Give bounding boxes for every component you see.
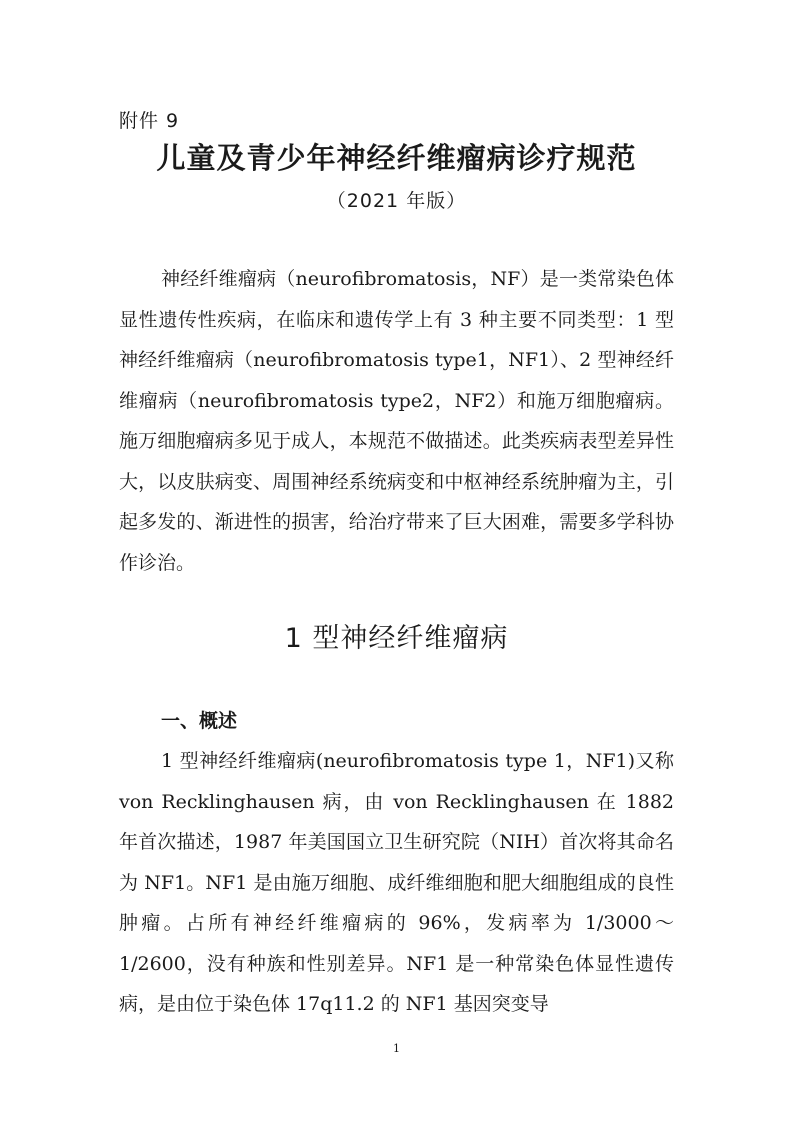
document-edition: （2021 年版） xyxy=(326,190,467,212)
overview-subheading: 一、概述 xyxy=(161,710,238,732)
section-title: 1 型神经纤维瘤病 xyxy=(284,623,509,654)
attachment-label: 附件 9 xyxy=(119,110,180,132)
page-number: 1 xyxy=(393,1042,400,1055)
intro-paragraph: 神经纤维瘤病（neurofibromatosis，NF）是一类常染色体显性遗传性疾病，在临床和遗传学上有 3 种主要不同类型：1 型神经纤维瘤病（neurofibromatosis type1，NF1）、2 型神经纤维瘤病（neurofibromatosis type2，NF2）和施万细胞瘤病。施万细胞瘤病多见于成人，本规范不做描述。此类疾病表型差异性大，以皮肤病变、周围神经系统病变和中枢神经系统肿瘤为主，引起多发的、渐进性的损害，给治疗带来了巨大困难，需要多学科协作诊治。 xyxy=(119,268,674,574)
overview-paragraph: 1 型神经纤维瘤病(neurofibromatosis type 1，NF1)又称 von Recklinghausen 病，由 von Recklinghausen 在 1882 年首次描述，1987 年美国国立卫生研究院（NIH）首次将其命名为 NF1。NF1 是由施万细胞、成纤维细胞和肥大细胞组成的良性肿瘤。占所有神经纤维瘤病的 96%，发病率为 1/3000～1/2600，没有种族和性别差异。NF1 是一种常染色体显性遗传病，是由位于染色体 17q11.2 的 NF1 基因突变导 xyxy=(119,750,674,1015)
document-title: 儿童及青少年神经纤维瘤病诊疗规范 xyxy=(156,141,637,175)
